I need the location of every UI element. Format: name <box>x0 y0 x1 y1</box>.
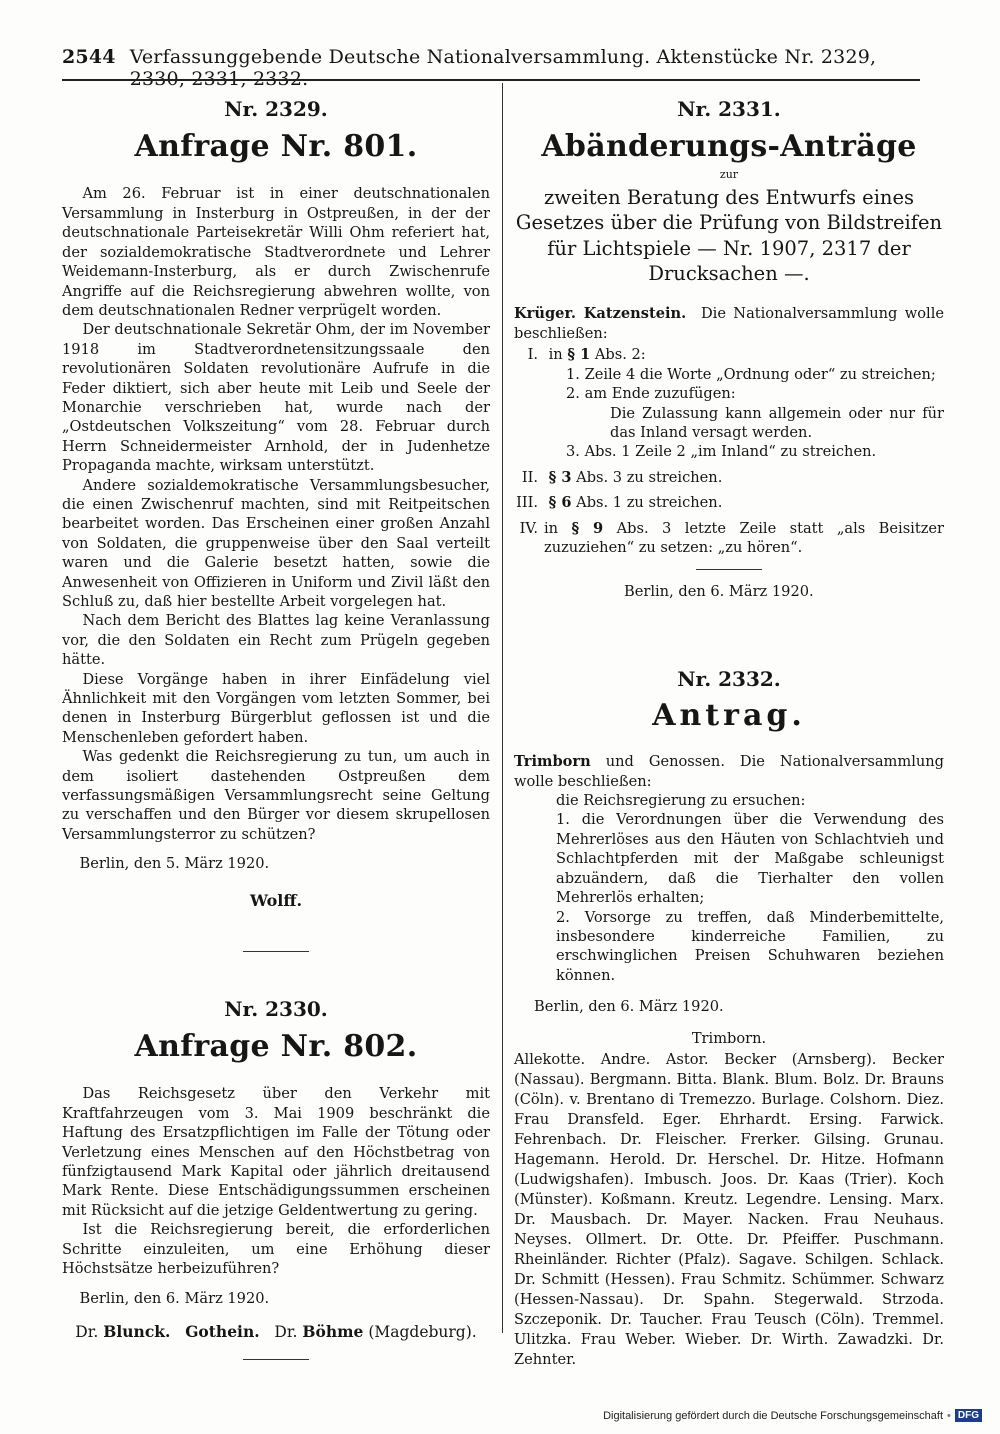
intro-text: und Genossen. Die Nationalversammlung wolle beschließen: <box>514 753 945 790</box>
paragraph: Andere sozialdemokratische Versammlungsbesucher, die einen Zwischenruf machten, sind mit Reitpeitschen bearbeitet worden. Das Erscheinen einer großen Anzahl von Soldaten, die gruppenweise über den Saal verteilt waren und die Galerie besetzt hatten, sowie die Anwesenheit von Offizieren in Uniform und Zivil läßt den Schluß zu, daß hier bestellte Arbeit vorgelegen hat. <box>62 476 490 611</box>
sub-item: 1. Zeile 4 die Worte „Ordnung oder“ zu streichen; <box>566 365 936 383</box>
signatories-list: Allekotte. Andre. Astor. Becker (Arnsberg). Becker (Nassau). Bergmann. Bitta. Blank. Blum. Bolz. Dr. Brauns (Cöln). v. Brentano di Tremezzo. Burlage. Colshorn. Diez. Frau Dransfeld. Eger. Ehrhardt. Ersing. Farwick. Fehrenbach. Dr. Fleischer. Frerker. Gilsing. Grunau. Hagemann. Herold. Dr. Herschel. Dr. Hitze. Hofmann (Ludwigshafen). Imbusch. Joos. Dr. Kaas (Trier). Koch (Münster). Koßmann. Kreutz. Legendre. Lensing. Marx. Dr. Mausbach. Dr. Mayer. Nacken. Frau Neuhaus. Neyses. Ollmert. Dr. Otte. Dr. Pfeiffer. Puschmann. Rheinländer. Richter (Pfalz). Sagave. Schilgen. Schlack. Dr. Schmitt (Hessen). Frau Schmitz. Schümmer. Schwarz (Hessen-Nassau). Dr. Spahn. Stegerwald. Strzoda. Szczeponik. Dr. Taucher. Frau Teusch (Cöln). Tremmel. Ulitzka. Frau Weber. Wieber. Dr. Wirth. Zawadzki. Dr. Zehnter. <box>514 1050 944 1368</box>
amendment-item <box>514 519 944 558</box>
item-text: Abs. 3 letzte Zeile statt „als Beisitzer zuzuziehen“ zu setzen: „zu hören“. <box>544 519 945 556</box>
document-2331 <box>514 96 944 602</box>
item-label: III. <box>516 494 538 512</box>
column-divider <box>502 83 503 1333</box>
doc-title: Abänderungs-Anträge <box>541 128 917 164</box>
amendment-item <box>514 345 944 364</box>
dfg-logo: DFG <box>955 1409 982 1422</box>
paragraph: Was gedenkt die Reichsregierung zu tun, um auch in dem isoliert dastehenden Ostpreußen dem verfassungsmäßigen Versammlungsrecht seine Geltung zu verschaffen und den Bürger vor diesem skrupellosen Versammlungsterror zu schützen? <box>62 748 490 843</box>
signer-name: Blunck. <box>103 1321 171 1341</box>
doc-title: Anfrage Nr. 802. <box>134 1028 418 1064</box>
motion-lead: die Reichsregierung zu ersuchen: <box>556 792 806 810</box>
doc-zur: zur <box>719 168 739 182</box>
item-text: Abs. 1 zu streichen. <box>576 494 723 512</box>
signer-name: Gothein. <box>185 1321 260 1341</box>
amendment-item <box>514 493 944 512</box>
motion-intro <box>514 304 944 343</box>
paragraph-ref: § 9 <box>571 519 604 537</box>
paragraph: Diese Vorgänge haben in ihrer Einfädelung viel Ähnlichkeit mit den Vorgängen vom letzten Sommer, bei denen in Insterburg Bürgerblut geflossen ist und die Menschenleben gefordert haben. <box>62 670 490 746</box>
document-2329 <box>62 96 490 911</box>
proposer: Trimborn <box>514 753 591 771</box>
paragraph-ref: § 6 <box>548 494 572 512</box>
header-rule <box>62 79 920 81</box>
sub-item: 2. am Ende zuzufügen: <box>566 385 736 403</box>
document-2332 <box>514 666 944 1370</box>
doc-subtitle: zweiten Beratung des Entwurfs eines Gesetzes über die Prüfung von Bildstreifen für Lichtspiele — Nr. 1907, 2317 der Drucksachen —. <box>515 186 943 286</box>
left-column <box>62 96 490 1378</box>
paragraph: Am 26. Februar ist in einer deutschnationalen Versammlung in Insterburg in Ostpreußen, in der der deutschnationale Parteisekretär Willi Ohm referiert hat, der sozialdemokratische Stadtverordnete und Lehrer Weidemann-Insterburg, als er durch Zwischenrufe Angriffe auf die Reichsregierung abwehren wollte, von dem deutschnationalen Redner verprügelt worden. <box>62 185 490 319</box>
section-rule <box>696 569 762 570</box>
doc-number: Nr. 2329. <box>224 97 328 121</box>
document-2330 <box>62 996 490 1360</box>
motion-item: 2. Vorsorge zu treffen, daß Minderbemittelte, insbesondere kinderreiche Familien, zu erschwinglichen Preisen Schuhwaren beziehen können. <box>556 908 944 984</box>
separator-dot: • <box>947 1409 951 1422</box>
signer-suffix: (Magdeburg). <box>368 1322 477 1341</box>
doc-date: Berlin, den 6. März 1920. <box>79 1289 270 1307</box>
doc-title: Antrag. <box>652 698 806 734</box>
doc-date: Berlin, den 6. März 1920. <box>624 583 814 601</box>
item-text: in <box>548 346 563 364</box>
sub-item: 3. Abs. 1 Zeile 2 „im Inland“ zu streichen. <box>566 443 877 461</box>
paragraph-ref: § 1 <box>567 346 591 364</box>
doc-number: Nr. 2332. <box>677 666 781 691</box>
page-number: 2544 <box>62 46 116 68</box>
right-column <box>514 96 944 1370</box>
item-label: II. <box>521 468 538 486</box>
signer-prefix: Dr. <box>274 1322 298 1341</box>
doc-signers <box>62 1322 490 1343</box>
doc-title: Anfrage Nr. 801. <box>134 128 418 164</box>
item-text: Abs. 2: <box>594 346 646 364</box>
doc-signature: Wolff. <box>249 890 303 910</box>
footer-text: Digitalisierung gefördert durch die Deutsche Forschungsgemeinschaft <box>603 1409 944 1422</box>
paragraph: Nach dem Bericht des Blattes lag keine Veranlassung vor, die den Soldaten ein Recht zum Prügeln gegeben hätte. <box>62 612 490 669</box>
doc-number: Nr. 2331. <box>677 97 781 121</box>
item-text: Abs. 3 zu streichen. <box>576 468 723 486</box>
paragraph-ref: § 3 <box>548 468 572 486</box>
proposers: Krüger. Katzenstein. <box>514 305 687 323</box>
digitization-footer <box>603 1409 982 1422</box>
item-text: in <box>544 519 559 537</box>
doc-date: Berlin, den 6. März 1920. <box>534 998 724 1016</box>
amendment-list <box>514 345 944 557</box>
inserted-text: Die Zulassung kann allgemein oder nur für das Inland versagt werden. <box>610 404 944 441</box>
doc-number: Nr. 2330. <box>224 996 328 1021</box>
signer-prefix: Dr. <box>75 1322 99 1341</box>
header-title: Verfassunggebende Deutsche Nationalversammlung. Aktenstücke Nr. 2329, 2330, 2331, 2332. <box>129 46 877 90</box>
signer-name: Böhme <box>302 1321 364 1341</box>
item-label: I. <box>527 346 538 364</box>
section-rule <box>243 951 309 952</box>
intro-text: Die Nationalversammlung wolle beschließen: <box>514 305 944 342</box>
paragraph: Der deutschnationale Sekretär Ohm, der im November 1918 im Stadtverordnetensitzungssaale den revolutionären Soldaten revolutionäre Aufrufe in die Feder diktiert, sich aber heute mit Leib und Seele der Monarchie verschrieben hat, wurde nach der „Ostdeutschen Volkszeitung“ vom 28. Februar durch Herrn Schneidermeister Arnhold, der in Judenhetze Propaganda machte, wirksam unterstützt. <box>62 321 490 475</box>
amendment-item <box>514 468 944 487</box>
motion-item: 1. die Verordnungen über die Verwendung des Mehrerlöses aus den Häuten von Schlachtvieh und Schlachtpferden mit der Maßgabe schleunigst abzuändern, daß die Tierhalter den vollen Mehrerlös erhalten; <box>556 811 944 907</box>
item-label: IV. <box>519 519 538 537</box>
section-rule <box>243 1359 309 1360</box>
signatories-title: Trimborn. <box>691 1029 767 1047</box>
running-header <box>62 46 920 90</box>
motion-intro <box>514 752 944 791</box>
doc-date: Berlin, den 5. März 1920. <box>79 855 270 873</box>
paragraph: Das Reichsgesetz über den Verkehr mit Kraftfahrzeugen vom 3. Mai 1909 beschränkt die Haftung des Ersatzpflichtigen im Falle der Tötung oder Verletzung eines Menschen auf den Höchstbetrag von fünfzigtausend Mark Kapital oder jährlich dreitausend Mark Rente. Diese Entschädigungssummen erscheinen mit Rücksicht auf die jetzige Geldentwertung zu gering. <box>62 1085 490 1219</box>
paragraph: Ist die Reichsregierung bereit, die erforderlichen Schritte einzuleiten, um eine Erhöhung dieser Höchstsätze herbeizuführen? <box>62 1221 490 1278</box>
